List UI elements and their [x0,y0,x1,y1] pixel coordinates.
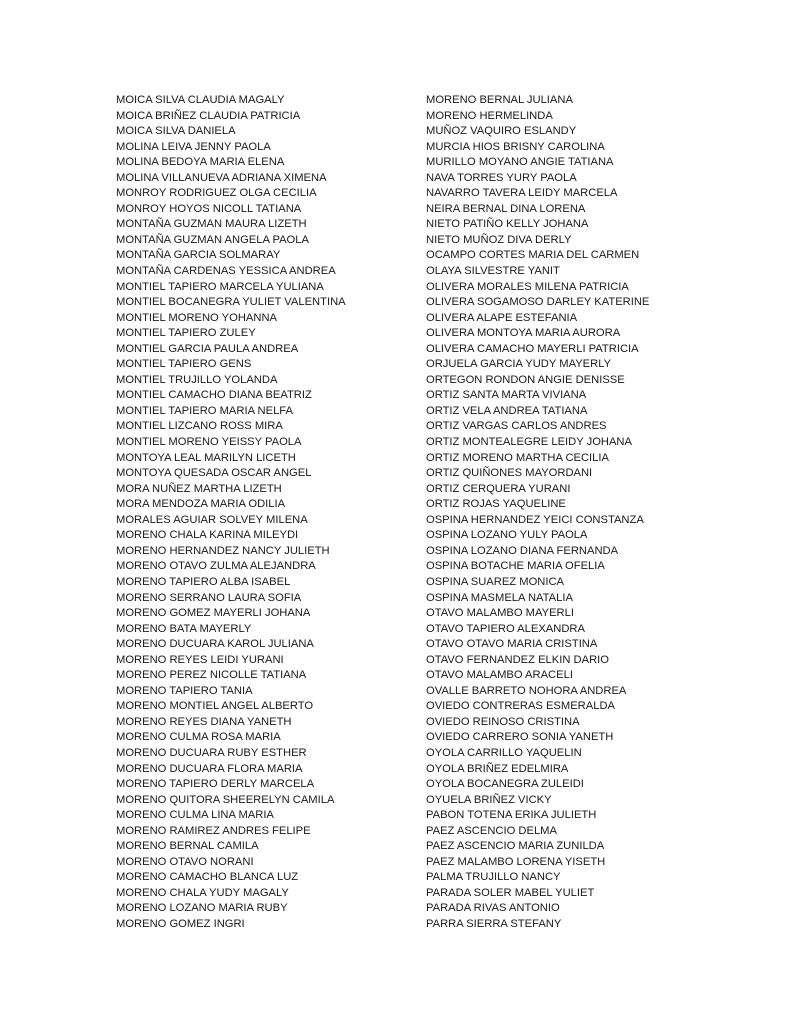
name-entry: MONTAÑA GUZMAN ANGELA PAOLA [116,233,309,246]
name-entry: MONTIEL TAPIERO GENS [116,358,252,371]
name-entry: MUÑOZ VAQUIRO ESLANDY [426,125,577,138]
name-entry: MORENO MONTIEL ANGEL ALBERTO [116,700,314,713]
name-entry: MORENO TAPIERO ALBA ISABEL [116,575,291,588]
name-entry: MORENO REYES DIANA YANETH [116,715,292,728]
name-entry: ORTIZ MORENO MARTHA CECILIA [426,451,609,464]
name-entry: MORENO BERNAL CAMILA [116,840,259,853]
names-list-left [116,93,416,933]
name-entry: MOLINA BEDOYA MARIA ELENA [116,156,285,169]
name-entry: OYOLA BOCANEGRA ZULEIDI [426,778,584,791]
name-entry: MONTAÑA GUZMAN MAURA LIZETH [116,218,307,231]
name-entry: MURCIA HIOS BRISNY CAROLINA [426,140,605,153]
name-entry: PALMA TRUJILLO NANCY [426,871,561,884]
name-entry: MORENO LOZANO MARIA RUBY [116,902,288,915]
name-entry: ORTEGON RONDON ANGIE DENISSE [426,373,625,386]
name-entry: ORTIZ CERQUERA YURANI [426,482,571,495]
name-entry: OVALLE BARRETO NOHORA ANDREA [426,684,627,697]
name-entry: OSPINA LOZANO YULY PAOLA [426,529,588,542]
name-entry: OLIVERA MONTOYA MARIA AURORA [426,327,621,340]
name-entry: OLIVERA SOGAMOSO DARLEY KATERINE [426,296,650,309]
name-entry: MURILLO MOYANO ANGIE TATIANA [426,156,614,169]
name-entry: ORTIZ VELA ANDREA TATIANA [426,404,588,417]
name-entry: MORENO BERNAL JULIANA [426,94,573,106]
name-entry: MORENO DUCUARA FLORA MARIA [116,762,303,775]
name-entry: OVIEDO REINOSO CRISTINA [426,715,580,728]
name-entry: ORTIZ MONTEALEGRE LEIDY JOHANA [426,436,632,449]
name-entry: PABON TOTENA ERIKA JULIETH [426,809,597,822]
name-entry: MORA NUÑEZ MARTHA LIZETH [116,482,282,495]
name-entry: OYOLA BRIÑEZ EDELMIRA [426,762,569,775]
name-entry: MORENO GOMEZ INGRI [116,917,245,930]
name-entry: MONTOYA LEAL MARILYN LICETH [116,451,296,464]
name-entry: MONTIEL TAPIERO ZULEY [116,327,256,340]
name-entry: MOICA SILVA CLAUDIA MAGALY [116,94,285,106]
name-entry: OTAVO OTAVO MARIA CRISTINA [426,638,598,651]
name-entry: PARADA SOLER MABEL YULIET [426,886,595,899]
name-entry: MOLINA LEIVA JENNY PAOLA [116,140,271,153]
name-entry: NIETO MUÑOZ DIVA DERLY [426,233,572,246]
name-entry: OTAVO MALAMBO ARACELI [426,669,573,682]
name-entry: MONROY HOYOS NICOLL TATIANA [116,202,302,215]
name-entry: MONTIEL TAPIERO MARIA NELFA [116,404,293,417]
name-entry: MOLINA VILLANUEVA ADRIANA XIMENA [116,171,327,184]
names-list-right [426,93,766,933]
name-entry: ORTIZ VARGAS CARLOS ANDRES [426,420,607,433]
name-entry: PAEZ ASCENCIO MARIA ZUNILDA [426,840,605,853]
name-entry: MORENO HERNANDEZ NANCY JULIETH [116,544,330,557]
name-entry: MORENO SERRANO LAURA SOFIA [116,591,302,604]
name-entry: MORENO CHALA YUDY MAGALY [116,886,289,899]
name-entry: OVIEDO CARRERO SONIA YANETH [426,731,614,744]
name-entry: PARRA SIERRA STEFANY [426,917,562,930]
name-entry: ORTIZ SANTA MARTA VIVIANA [426,389,587,402]
name-entry: NAVARRO TAVERA LEIDY MARCELA [426,187,618,200]
name-entry: MORENO QUITORA SHEERELYN CAMILA [116,793,335,806]
name-entry: MONTIEL TAPIERO MARCELA YULIANA [116,280,324,293]
name-entry: OYUELA BRIÑEZ VICKY [426,793,552,806]
name-entry: NEIRA BERNAL DINA LORENA [426,202,586,215]
name-entry: MORENO TAPIERO DERLY MARCELA [116,778,315,791]
name-entry: MORENO HERMELINDA [426,109,553,122]
name-entry: MONTIEL GARCIA PAULA ANDREA [116,342,299,355]
name-entry: OSPINA BOTACHE MARIA OFELIA [426,560,605,573]
name-entry: PAEZ ASCENCIO DELMA [426,824,557,837]
name-entry: MORENO PEREZ NICOLLE TATIANA [116,669,307,682]
name-entry: MORENO GOMEZ MAYERLI JOHANA [116,607,311,620]
name-entry: MORENO CAMACHO BLANCA LUZ [116,871,299,884]
name-entry: OSPINA MASMELA NATALIA [426,591,573,604]
name-entry: OSPINA LOZANO DIANA FERNANDA [426,544,619,557]
name-entry: ORJUELA GARCIA YUDY MAYERLY [426,358,612,371]
name-entry: MONTAÑA GARCIA SOLMARAY [116,249,281,262]
name-entry: MORA MENDOZA MARIA ODILIA [116,498,286,511]
name-entry: MONROY RODRIGUEZ OLGA CECILIA [116,187,317,200]
name-entry: OLIVERA CAMACHO MAYERLI PATRICIA [426,342,639,355]
name-entry: MORENO DUCUARA RUBY ESTHER [116,746,307,759]
name-entry: MORENO TAPIERO TANIA [116,684,253,697]
name-entry: NAVA TORRES YURY PAOLA [426,171,577,184]
name-entry: OTAVO TAPIERO ALEXANDRA [426,622,585,635]
name-entry: PARADA RIVAS ANTONIO [426,902,560,915]
name-entry: MONTAÑA CARDENAS YESSICA ANDREA [116,265,336,278]
name-entry: MORALES AGUIAR SOLVEY MILENA [116,513,308,526]
name-entry: MORENO DUCUARA KAROL JULIANA [116,638,314,651]
name-entry: OYOLA CARRILLO YAQUELIN [426,746,582,759]
name-entry: OTAVO FERNANDEZ ELKIN DARIO [426,653,609,666]
name-entry: MONTIEL MORENO YOHANNA [116,311,277,324]
name-entry: MONTIEL TRUJILLO YOLANDA [116,373,278,386]
name-entry: OLIVERA MORALES MILENA PATRICIA [426,280,629,293]
name-entry: ORTIZ ROJAS YAQUELINE [426,498,566,511]
name-entry: MORENO CHALA KARINA MILEYDI [116,529,299,542]
name-entry: MONTIEL MORENO YEISSY PAOLA [116,436,302,449]
name-entry: MONTIEL CAMACHO DIANA BEATRIZ [116,389,312,402]
name-entry: MORENO CULMA LINA MARIA [116,809,274,822]
name-entry: MORENO BATA MAYERLY [116,622,252,635]
name-entry: MOICA BRIÑEZ CLAUDIA PATRICIA [116,109,301,122]
name-entry: OSPINA SUAREZ MONICA [426,575,565,588]
name-entry: NIETO PATIÑO KELLY JOHANA [426,218,589,231]
name-entry: OSPINA HERNANDEZ YEICI CONSTANZA [426,513,644,526]
name-entry: OLIVERA ALAPE ESTEFANIA [426,311,578,324]
name-entry: OCAMPO CORTES MARIA DEL CARMEN [426,249,640,262]
name-entry: MORENO CULMA ROSA MARIA [116,731,281,744]
name-entry: ORTIZ QUIÑONES MAYORDANI [426,467,593,480]
name-entry: MORENO REYES LEIDI YURANI [116,653,284,666]
name-entry: OTAVO MALAMBO MAYERLI [426,607,574,620]
name-entry: MORENO OTAVO NORANI [116,855,254,868]
name-entry: OVIEDO CONTRERAS ESMERALDA [426,700,615,713]
name-entry: MONTIEL BOCANEGRA YULIET VALENTINA [116,296,346,309]
name-entry: MORENO RAMIREZ ANDRES FELIPE [116,824,311,837]
name-entry: MONTOYA QUESADA OSCAR ANGEL [116,467,312,480]
name-entry: OLAYA SILVESTRE YANIT [426,265,560,278]
name-entry: MOICA SILVA DANIELA [116,125,236,138]
name-entry: MONTIEL LIZCANO ROSS MIRA [116,420,283,433]
name-entry: MORENO OTAVO ZULMA ALEJANDRA [116,560,316,573]
name-entry: PAEZ MALAMBO LORENA YISETH [426,855,606,868]
